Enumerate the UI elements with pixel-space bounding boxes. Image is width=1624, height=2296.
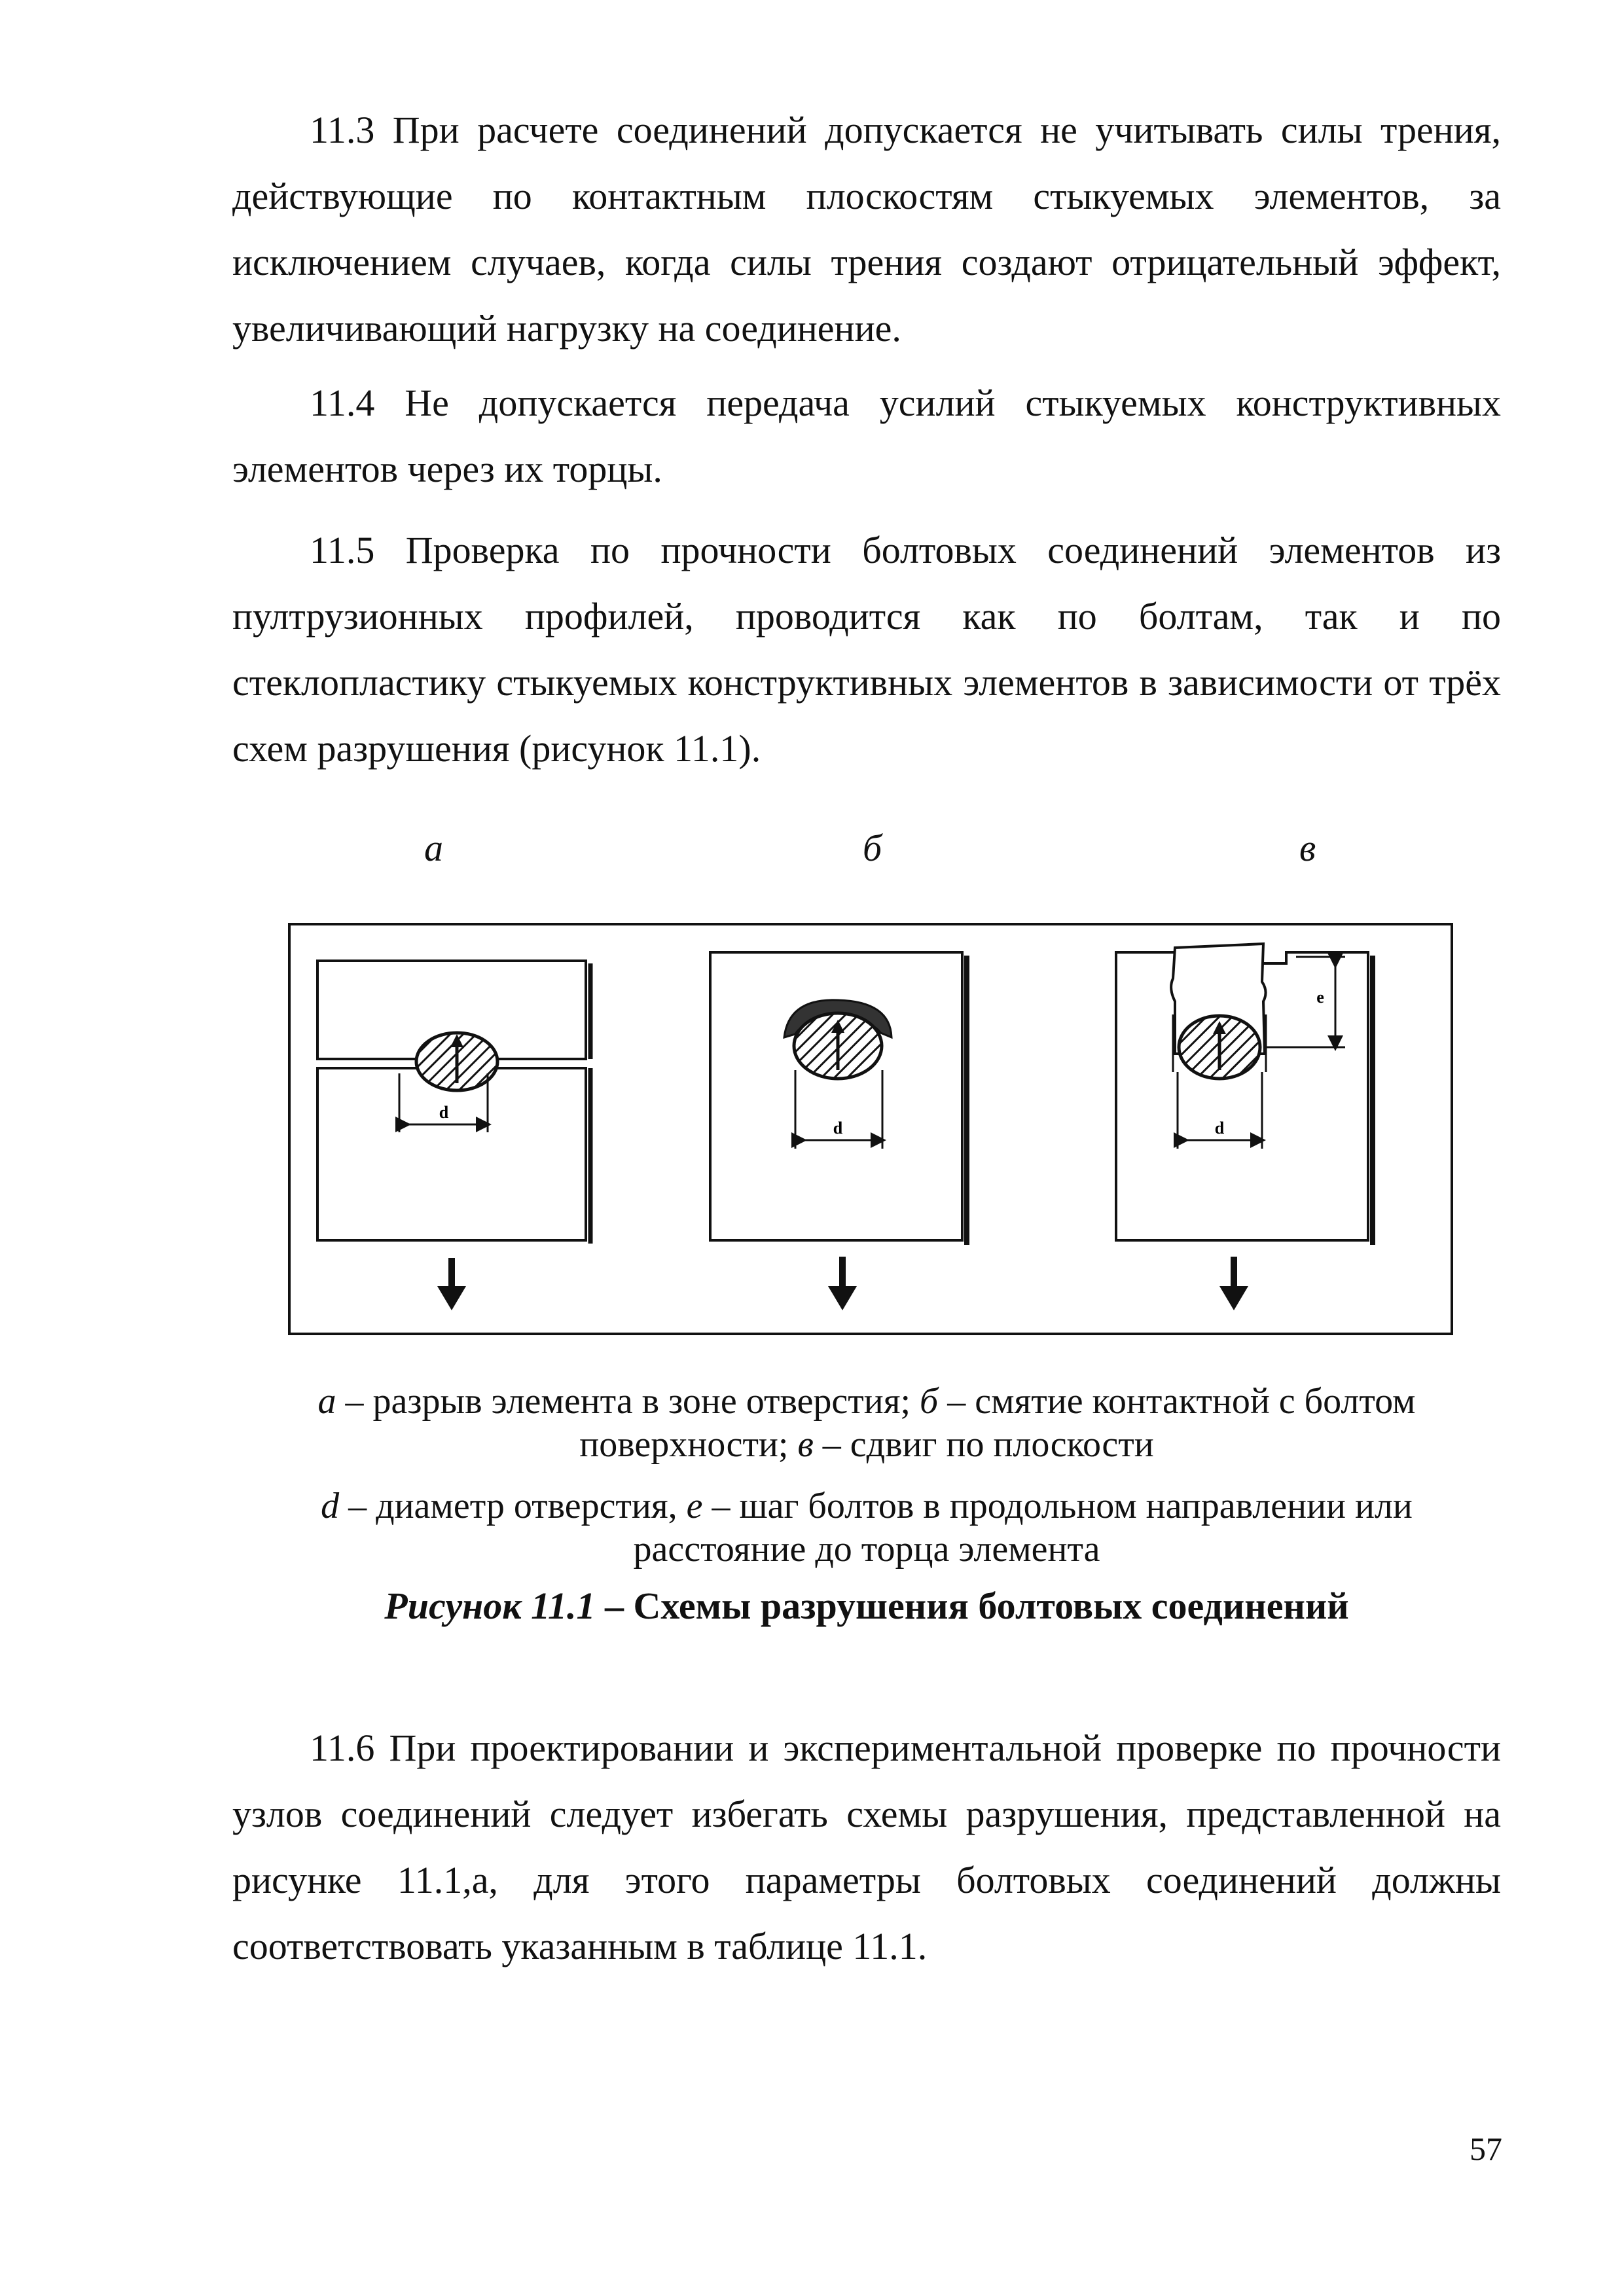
paragraph-11-3-text: 11.3 При расчете соединений допускается не учитывать силы трения, действующие по контактным плоскостям стыкуемых элементов, за исключением случаев, когда силы трения создают отрицательный эффект, увеличивающий нагрузку на соединение.: [232, 109, 1501, 350]
panel-label-b: б: [863, 827, 882, 869]
paragraph-11-5-text: 11.5 Проверка по прочности болтовых соединений элементов из пултрузионных профилей, проводится как по болтам, так и по стеклопластику стыкуемых конструктивных элементов в зависимости от трёх схем разрушения (рисунок 11.1).: [232, 529, 1501, 770]
caption-e-text: – шаг болтов в продольном направлении или: [702, 1486, 1413, 1526]
caption-line-3: [232, 1484, 1501, 1528]
caption-v-text: – сдвиг по плоскости: [813, 1424, 1154, 1465]
panel-a-dim-d: d: [439, 1103, 449, 1122]
page-number: 57: [1470, 2130, 1502, 2167]
panel-c-dim-e: e: [1316, 988, 1324, 1007]
caption-a-letter: а: [317, 1381, 336, 1422]
paragraph-11-5: [232, 517, 1501, 781]
caption-v-letter: в: [797, 1424, 814, 1465]
panel-c-shear-failure: [1116, 944, 1373, 1310]
caption-d-letter: d: [321, 1486, 340, 1526]
panel-label-v: в: [1299, 827, 1316, 869]
panel-b-bearing-failure: [710, 952, 967, 1310]
paragraph-11-6-text: 11.6 При проектировании и экспериментальной проверке по прочности узлов соединений следует избегать схемы разрушения, представленной на рисунке 11.1,а, для этого параметры болтовых соединений должны соответствовать указанным в таблице 11.1.: [232, 1727, 1501, 1967]
figure-title-text: – Схемы разрушения болтовых соединений: [595, 1585, 1349, 1627]
paragraph-11-3: [232, 97, 1501, 361]
caption-a-text: – разрыв элемента в зоне отверстия;: [336, 1381, 920, 1422]
caption-line2-text: поверхности;: [579, 1424, 798, 1465]
figure-title: [232, 1584, 1501, 1628]
paragraph-11-4: [232, 370, 1501, 502]
caption-line-4: [232, 1528, 1501, 1571]
bolt-failure-diagram: [288, 923, 1453, 1335]
panel-label-a: а: [424, 827, 443, 869]
caption-e-letter: e: [686, 1486, 703, 1526]
figure-title-label: Рисунок 11.1: [384, 1585, 596, 1627]
caption-line-1: [232, 1380, 1501, 1423]
panel-a-tension-failure: [317, 961, 590, 1310]
paragraph-11-4-text: 11.4 Не допускается передача усилий стыкуемых конструктивных элементов через их торцы.: [232, 382, 1501, 490]
paragraph-11-6: [232, 1715, 1501, 1979]
panel-b-dim-d: d: [833, 1119, 843, 1138]
panel-c-dim-d: d: [1214, 1119, 1225, 1138]
caption-line4-text: расстояние до торца элемента: [633, 1529, 1100, 1570]
caption-b-letter: б: [920, 1381, 939, 1422]
caption-d-text: – диаметр отверстия,: [339, 1486, 687, 1526]
caption-b-text: – смятие контактной с болтом: [938, 1381, 1416, 1422]
caption-line-2: [232, 1423, 1501, 1466]
